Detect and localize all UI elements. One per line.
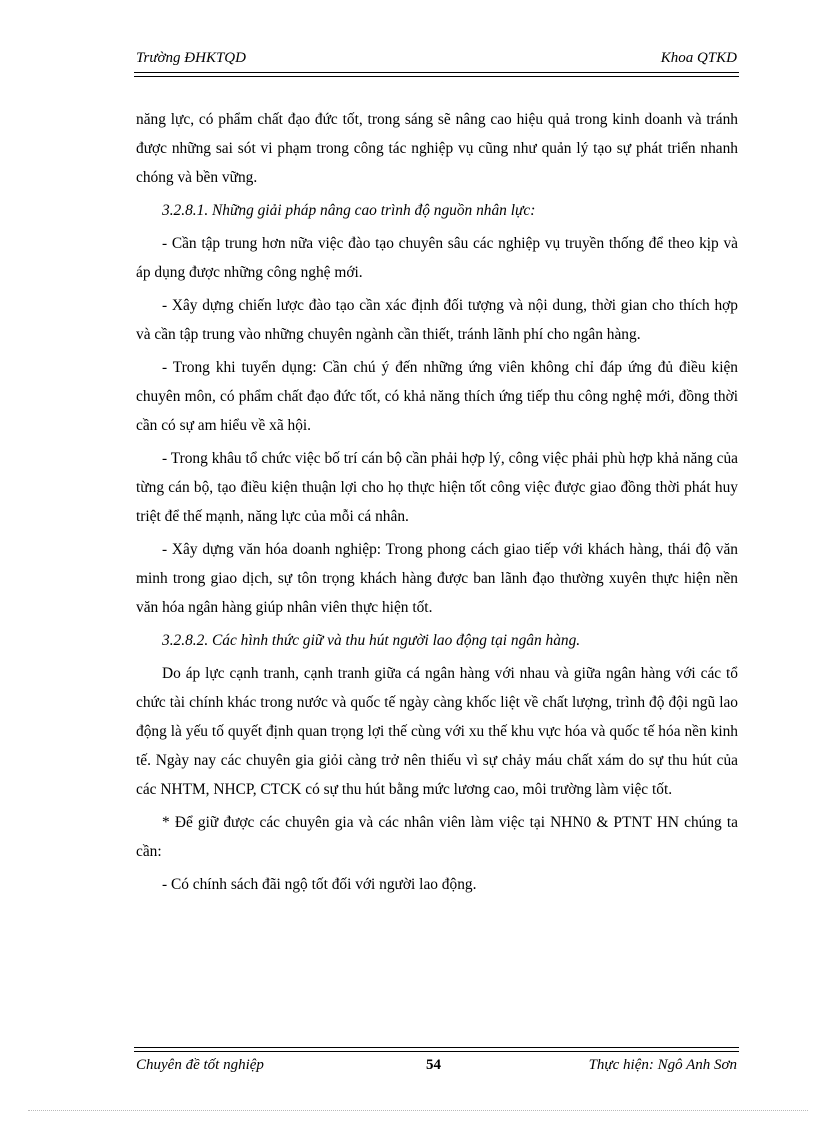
bullet-strategy: - Xây dựng chiến lược đào tạo cần xác định đối tượng và nội dung, thời gian cho thích hợp và cần tập trung vào những chuyên ngành cần thiết, tránh lãnh phí cho ngân hàng. — [136, 297, 738, 343]
paragraph-competition: Do áp lực cạnh tranh, cạnh tranh giữa cá ngân hàng với nhau và giữa ngân hàng với các tổ chức tài chính khác trong nước và quốc tế ngày càng khốc liệt về chất lượng, trình độ đội ngũ lao động là yếu tố quyết định quan trọng lợi thế cùng với xu thế khu vực hóa và quốc tế hóa nền kinh tế. Ngày nay các chuyên gia giỏi càng trở nên thiếu vì sự chảy máu chất xám do sự thu hút của các NHTM, NHCP, CTCK có sự thu hút bằng mức lương cao, môi trường làm việc tốt. — [136, 665, 738, 798]
header-faculty: Khoa QTKD — [660, 50, 737, 66]
footer-author: Thực hiện: Ngô Anh Sơn — [588, 1057, 737, 1073]
page-header — [134, 46, 739, 80]
header-rule — [134, 72, 739, 73]
footer-rule — [134, 1047, 739, 1048]
page-boundary — [28, 1110, 808, 1111]
bullet-training: - Cần tập trung hơn nữa việc đào tạo chuyên sâu các nghiệp vụ truyền thống để theo kịp và áp dụng được những công nghệ mới. — [136, 235, 738, 281]
bullet-recruitment: - Trong khi tuyển dụng: Cần chú ý đến những ứng viên không chỉ đáp ứng đủ điều kiện chuyên môn, có phẩm chất đạo đức tốt, có khả năng thích ứng tiếp thu công nghệ mới, đồng thời cần có sự am hiểu về xã hội. — [136, 359, 738, 434]
page-number: 54 — [426, 1057, 441, 1073]
paragraph-retain-experts: * Để giữ được các chuyên gia và các nhân viên làm việc tại NHN0 & PTNT HN chúng ta cần: — [136, 814, 738, 860]
bullet-corporate-culture: - Xây dựng văn hóa doanh nghiệp: Trong phong cách giao tiếp với khách hàng, thái độ văn minh trong giao dịch, sự tôn trọng khách hàng được ban lãnh đạo thường xuyên thực hiện nền văn hóa ngân hàng giúp nhân viên thực hiện tốt. — [136, 541, 738, 616]
bullet-compensation: - Có chính sách đãi ngộ tốt đối với người lao động. — [162, 876, 477, 893]
bullet-organization: - Trong khâu tổ chức việc bố trí cán bộ cần phải hợp lý, công việc phải phù hợp khả năng của từng cán bộ, tạo điều kiện thuận lợi cho họ thực hiện tốt công việc được giao đồng thời phát huy triệt để thế mạnh, năng lực của mỗi cá nhân. — [136, 450, 738, 525]
footer-rule-thin — [134, 1051, 739, 1052]
section-heading-3-2-8-2: 3.2.8.2. Các hình thức giữ và thu hút người lao động tại ngân hàng. — [162, 632, 581, 649]
page-footer — [134, 1045, 739, 1085]
document-body — [136, 105, 738, 903]
paragraph-continuation: năng lực, có phẩm chất đạo đức tốt, trong sáng sẽ nâng cao hiệu quả trong kinh doanh và tránh được những sai sót vi phạm trong công tác nghiệp vụ cũng như quản lý tạo sự phát triển nhanh chóng và bền vững. — [136, 111, 738, 186]
section-heading-3-2-8-1: 3.2.8.1. Những giải pháp nâng cao trình độ nguồn nhân lực: — [162, 202, 536, 219]
footer-thesis-label: Chuyên đề tốt nghiệp — [136, 1057, 264, 1073]
header-rule-thin — [134, 76, 739, 77]
header-school: Trường ĐHKTQD — [136, 50, 246, 66]
